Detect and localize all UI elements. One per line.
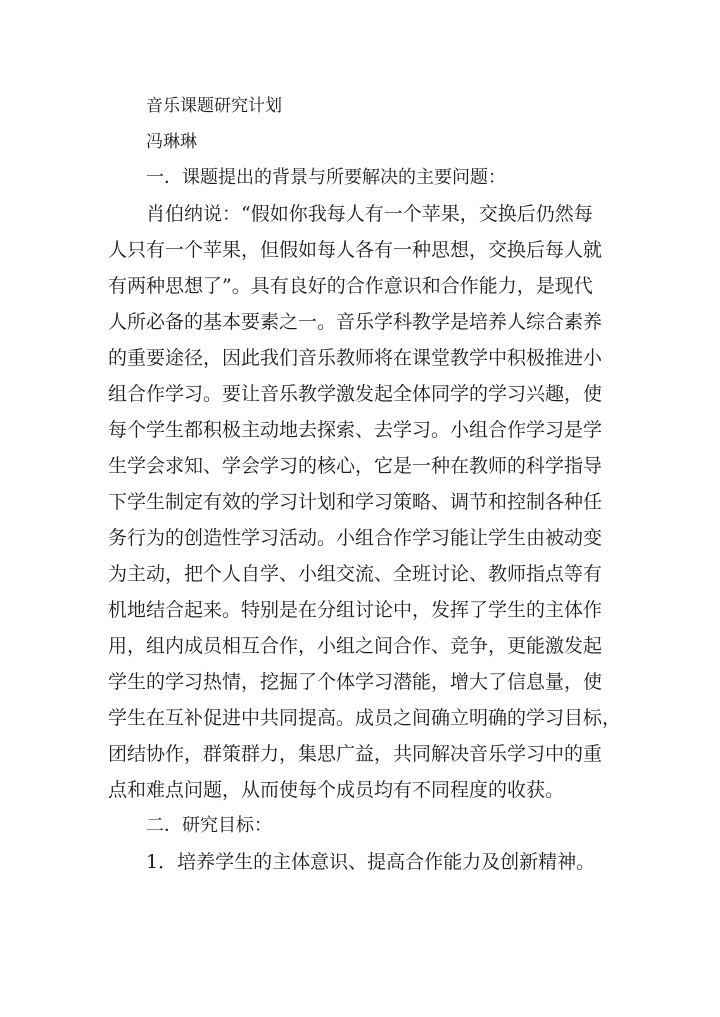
paragraph-line: 点和难点问题，从而使每个成员均有不同程度的收获。 [108,779,565,801]
paragraph-line: 每个学生都积极主动地去探索、去学习。小组合作学习是学 [108,419,603,441]
document-author: 冯琳琳 [146,132,197,152]
paragraph-line: 人所必备的基本要素之一。音乐学科教学是培养人综合素养 [108,311,603,333]
goal-item-1: 1．培养学生的主体意识、提高合作能力及创新精神。 [146,851,596,873]
paragraph-line: 肖伯纳说：“假如你我每人有一个苹果，交换后仍然每 [146,203,593,225]
paragraph-line: 用，组内成员相互合作，小组之间合作、竞争，更能激发起 [108,635,603,657]
paragraph-line: 学生的学习热情，挖掘了个体学习潜能，增大了信息量，使 [108,671,603,693]
paragraph-line: 学生在互补促进中共同提高。成员之间确立明确的学习目标， [108,707,622,729]
paragraph-line: 为主动，把个人自学、小组交流、全班讨论、教师指点等有 [108,563,603,585]
paragraph-line: 组合作学习。要让音乐教学激发起全体同学的学习兴趣，使 [108,383,603,405]
section-heading-2: 二．研究目标： [146,815,272,836]
document-page [108,88,623,880]
paragraph-line: 务行为的创造性学习活动。小组合作学习能让学生由被动变 [108,527,603,549]
paragraph-line: 人只有一个苹果，但假如每人各有一种思想，交换后每人就 [108,239,603,261]
paragraph-line: 的重要途径，因此我们音乐教师将在课堂教学中积极推进小 [108,347,603,369]
document-title: 音乐课题研究计划 [146,96,282,116]
paragraph-line: 机地结合起来。特别是在分组讨论中，发挥了学生的主体作 [108,599,603,621]
paragraph-line: 生学会求知、学会学习的核心，它是一种在教师的科学指导 [108,455,603,477]
paragraph-line: 团结协作，群策群力，集思广益，共同解决音乐学习中的重 [108,743,603,765]
paragraph-line: 有两种思想了”。具有良好的合作意识和合作能力，是现代 [108,275,593,297]
paragraph-background [108,196,623,808]
section-heading-1: 一．课题提出的背景与所要解决的主要问题： [146,167,506,188]
paragraph-line: 下学生制定有效的学习计划和学习策略、调节和控制各种任 [108,491,603,513]
